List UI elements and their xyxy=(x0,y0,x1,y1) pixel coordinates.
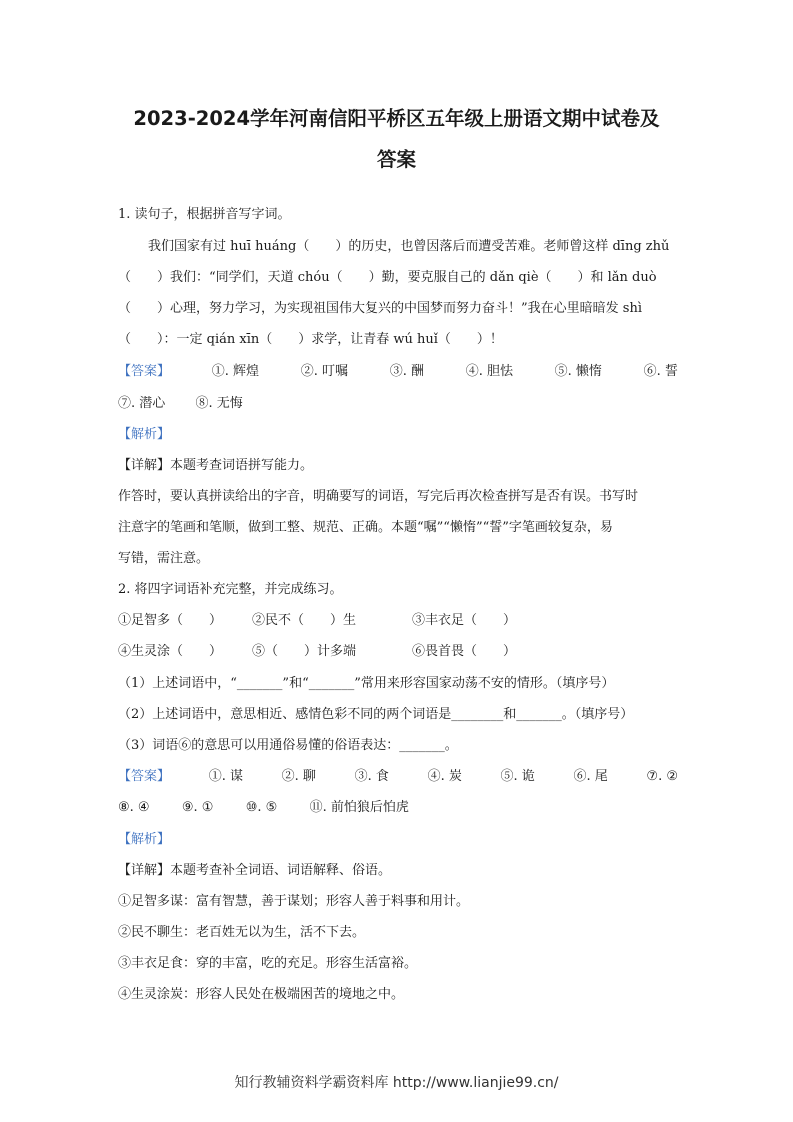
q2-subquestion-3: （3）词语⑥的意思可以用通俗易懂的俗语表达：_______。 xyxy=(118,738,458,753)
answer-item: ⑩. ⑤ xyxy=(245,800,278,815)
q2-idiom-row-2 xyxy=(118,642,678,662)
page-title xyxy=(100,98,693,180)
answer-item: ⑥. 尾 xyxy=(573,769,608,784)
q2-idiom-row-1 xyxy=(118,611,678,631)
q1-explanation-line-1: 作答时，要认真拼读给出的字音，明确要写的词语，写完后再次检查拼写是否有误。书写时 xyxy=(118,489,639,504)
footer-watermark: 知行教辅资料学霸资料库 http://www.lianjie99.cn/ xyxy=(234,1075,559,1091)
idiom-item: ②民不（ ）生 xyxy=(252,613,357,628)
answer-item: ③. 食 xyxy=(354,769,389,784)
idiom-item: ④生灵涂（ ） xyxy=(118,644,223,659)
q1-passage-line-2: （ ）我们：“同学们，天道 chóu（ ）勤，要克服自己的 dǎn qiè（ ）和 lǎn duò xyxy=(118,270,657,285)
q2-analysis-tag: 【解析】 xyxy=(118,832,171,847)
idiom-item: ⑥畏首畏（ ） xyxy=(412,644,517,659)
q1-answer-row-2 xyxy=(118,394,678,414)
q1-answer-row-1 xyxy=(118,362,678,382)
answer-item: ⑤. 诡 xyxy=(500,769,535,784)
q2-subquestion-2: （2）上述词语中，意思相近、感情色彩不同的两个词语是________和_______。（填序号） xyxy=(118,707,634,722)
answer-tag: 【答案】 xyxy=(118,769,171,784)
q2-definition-2: ②民不聊生：老百姓无以为生，活不下去。 xyxy=(118,925,366,940)
q2-subquestion-1: （1）上述词语中，“_______”和“_______”常用来形容国家动荡不安的情形。（填序号） xyxy=(118,676,615,691)
idiom-item: ③丰衣足（ ） xyxy=(412,613,517,628)
q1-stem: 1. 读句子，根据拼音写字词。 xyxy=(118,207,291,222)
answer-item: ⑦. ② xyxy=(646,769,678,784)
q2-stem: 2. 将四字词语补充完整，并完成练习。 xyxy=(118,582,343,597)
answer-item: ②. 聊 xyxy=(281,769,316,784)
q1-passage-line-1: 我们国家有过 huī huáng（ ）的历史，也曾因落后而遭受苦难。老师曾这样 dīng zhǔ xyxy=(148,239,670,254)
idiom-item: ①足智多（ ） xyxy=(118,613,223,628)
q1-passage-line-3: （ ）心理，努力学习，为实现祖国伟大复兴的中国梦而努力奋斗！”我在心里暗暗发 shì xyxy=(118,301,642,316)
q1-explanation-line-3: 写错，需注意。 xyxy=(118,551,210,566)
answer-item: ⑦. 潜心 xyxy=(118,396,166,411)
q2-definition-3: ③丰衣足食：穿的丰富，吃的充足。形容生活富裕。 xyxy=(118,956,418,971)
answer-item: ④. 胆怯 xyxy=(465,364,513,379)
q2-answer-row-1 xyxy=(118,767,678,787)
q1-detail: 【详解】本题考查词语拼写能力。 xyxy=(118,458,314,473)
answer-item: ④. 炭 xyxy=(427,769,462,784)
idiom-item: ⑤（ ）计多端 xyxy=(252,644,357,659)
answer-item: ⑧. ④ xyxy=(118,800,150,815)
answer-item: ②. 叮嘱 xyxy=(300,364,348,379)
answer-item: ⑧. 无悔 xyxy=(195,396,243,411)
answer-item: ⑥. 誓 xyxy=(643,364,678,379)
q1-analysis-tag: 【解析】 xyxy=(118,427,171,442)
answer-item: ⑤. 懒惰 xyxy=(554,364,602,379)
title-line-2: 答案 xyxy=(376,148,416,171)
q2-detail: 【详解】本题考查补全词语、词语解释、俗语。 xyxy=(118,863,392,878)
answer-item: ①. 辉煌 xyxy=(211,364,259,379)
q2-definition-4: ④生灵涂炭：形容人民处在极端困苦的境地之中。 xyxy=(118,987,405,1002)
answer-item: ⑨. ① xyxy=(181,800,214,815)
title-line-1: 2023-2024学年河南信阳平桥区五年级上册语文期中试卷及 xyxy=(133,107,660,130)
q1-passage-line-4: （ ）：一定 qián xīn（ ）求学，让青春 wú huǐ（ ）！ xyxy=(118,332,503,347)
q2-answer-row-2 xyxy=(118,798,678,818)
q1-explanation-line-2: 注意字的笔画和笔顺，做到工整、规范、正确。本题“嘱”“懒惰”“誓”字笔画较复杂，易 xyxy=(118,520,613,535)
answer-tag: 【答案】 xyxy=(118,364,171,379)
q2-definition-1: ①足智多谋：富有智慧，善于谋划；形容人善于料事和用计。 xyxy=(118,894,470,909)
answer-item: ③. 酬 xyxy=(389,364,424,379)
answer-item: ⑪. 前怕狼后怕虎 xyxy=(309,800,409,815)
answer-item: ①. 谋 xyxy=(208,769,243,784)
